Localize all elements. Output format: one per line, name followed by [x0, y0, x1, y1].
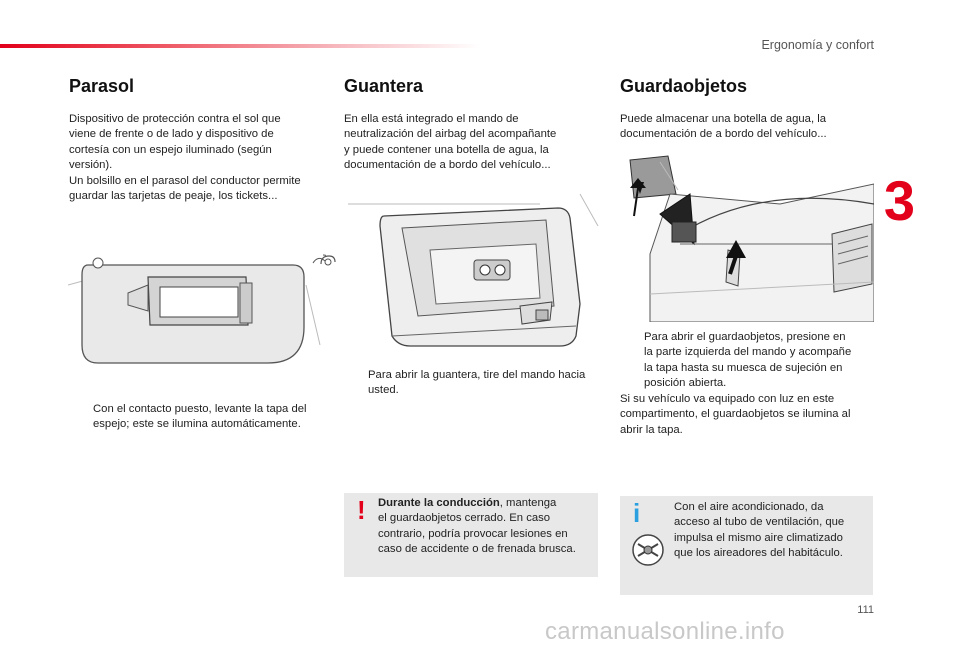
- page-number: 111: [857, 604, 874, 616]
- warning-bold: Durante la conducción: [378, 497, 500, 509]
- text-line: neutralización del airbag del acompañante: [344, 128, 557, 141]
- text-line: En ella está integrado el mando de: [344, 113, 519, 125]
- text-line: caso de accidente o de frenada brusca.: [378, 543, 576, 556]
- section-title-parasol: Parasol: [69, 76, 135, 96]
- section-title-guantera: Guantera: [344, 76, 424, 96]
- info-text: [674, 500, 870, 562]
- text-line: viene de frente o de lado y dispositivo de: [69, 128, 274, 141]
- text-line: contrario, podría provocar lesiones en: [378, 527, 568, 540]
- info-icon: i: [633, 498, 641, 528]
- text-line: el guardaobjetos cerrado. En caso: [378, 512, 551, 525]
- text-line: abrir la tapa.: [620, 423, 683, 436]
- sun-visor-illustration: [68, 245, 326, 375]
- header-accent-bar: [0, 44, 480, 48]
- parasol-intro: [69, 112, 329, 204]
- chapter-number: 3: [883, 169, 915, 232]
- text-line: la tapa hasta su muesca de sujeción en: [644, 361, 843, 374]
- watermark: carmanualsonline.info: [545, 618, 785, 645]
- warning-icon: !: [357, 495, 366, 525]
- text-line: acceso al tubo de ventilación, que: [674, 516, 845, 529]
- guantera-intro: [344, 112, 604, 174]
- text-line: Si su vehículo va equipado con luz en este: [620, 393, 835, 405]
- text-line: [378, 496, 596, 511]
- text-line: y puede contener una botella de agua, la: [344, 143, 549, 156]
- text-line: Para abrir la guantera, tire del mando hacia: [368, 369, 586, 381]
- warning-rest: , mantenga: [499, 497, 557, 509]
- text-line: compartimento, el guardaobjetos se ilumina al: [620, 408, 851, 421]
- guardaobjetos-instruction: [620, 330, 899, 392]
- parasol-instruction: [69, 402, 353, 433]
- text-line: Con el aire acondicionado, da: [674, 501, 824, 513]
- air-vent-icon: [626, 530, 670, 570]
- warning-text: [378, 496, 596, 558]
- text-line: Dispositivo de protección contra el sol que: [69, 113, 281, 125]
- text-line: que los aireadores del habitáculo.: [674, 547, 843, 560]
- text-line: la parte izquierda del mando y acompañe: [644, 346, 852, 359]
- text-line: Con el contacto puesto, levante la tapa del: [93, 403, 307, 415]
- text-line: espejo; este se ilumina automáticamente.: [93, 418, 301, 431]
- text-line: Un bolsillo en el parasol del conductor permite: [69, 174, 301, 187]
- chapter-title: Ergonomía y confort: [761, 38, 874, 52]
- text-line: cortesía con un espejo iluminado (según: [69, 143, 272, 156]
- section-title-guardaobjetos: Guardaobjetos: [620, 76, 748, 96]
- text-line: versión).: [69, 159, 113, 172]
- text-line: Para abrir el guardaobjetos, presione en: [644, 331, 846, 343]
- visor-clip-icon: [318, 252, 338, 272]
- text-line: Puede almacenar una botella de agua, la: [620, 113, 827, 125]
- text-line: documentación de a bordo del vehículo...: [620, 128, 827, 141]
- text-line: posición abierta.: [644, 377, 727, 390]
- text-line: guardar las tarjetas de peaje, los tickets...: [69, 190, 278, 203]
- guardaobjetos-light-note: [620, 392, 880, 438]
- text-line: usted.: [368, 384, 399, 397]
- guardaobjetos-intro: [620, 112, 880, 143]
- text-line: impulsa el mismo aire climatizado: [674, 531, 843, 544]
- info-box: [620, 496, 873, 595]
- storage-compartment-illustration: [620, 154, 874, 322]
- glovebox-illustration: [340, 186, 602, 358]
- warning-box: [344, 493, 598, 577]
- guantera-instruction: [344, 368, 630, 399]
- text-line: documentación de a bordo del vehículo...: [344, 159, 551, 172]
